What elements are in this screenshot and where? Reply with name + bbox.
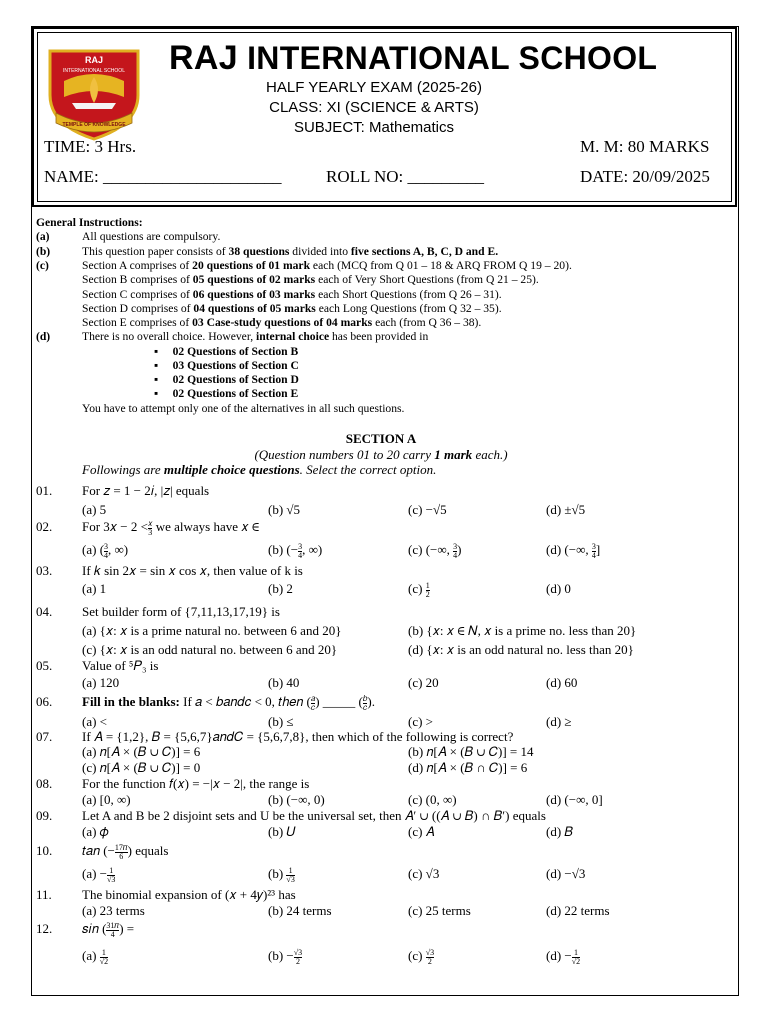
instruction-c4: Section D comprises of 04 questions of 05 marks each Long Questions (from Q 32 – 35). — [82, 302, 502, 315]
section-title: SECTION A — [345, 431, 417, 446]
max-marks-label: M. M: 80 MARKS — [580, 137, 710, 156]
question-number: 08. — [36, 776, 53, 791]
question-number: 12. — [36, 921, 53, 936]
option-b: (b) (− $\frac{3}{4}$ , ∞) — [268, 541, 323, 560]
question-text: 𝑠𝑖𝑛 ( $\frac{\text{31𝜋}}{4}$ ) = — [82, 920, 135, 939]
section-subtitle: (Question numbers 01 to 20 carry 1 mark each.) — [254, 447, 508, 462]
option-d: (d) 0 — [546, 581, 571, 596]
option-c: (c) 𝑛[𝐴 × (𝐵 ∪ 𝐶)] = 0 — [82, 760, 201, 775]
option-a: (a) 23 terms — [82, 903, 145, 918]
option-b: (b) 24 terms — [268, 903, 332, 918]
option-b: (b) √5 — [268, 502, 301, 517]
option-c: (c) 20 — [408, 675, 439, 690]
option-a: (a) < — [82, 714, 108, 729]
svg-text:RAJ: RAJ — [84, 55, 104, 65]
question-number: 07. — [36, 729, 53, 744]
option-c: (c) −√5 — [408, 502, 447, 517]
instruction-note: You have to attempt only one of the alternatives in all such questions. — [82, 402, 405, 415]
option-a: (a) 𝑛[𝐴 × (𝐵 ∪ 𝐶)] = 6 — [82, 744, 201, 759]
option-d: (d) 60 — [546, 675, 578, 690]
option-c: (c) 25 terms — [408, 903, 471, 918]
option-d: (d) 22 terms — [546, 903, 610, 918]
option-c: (c) √3 — [408, 866, 440, 881]
question-text: If 𝑘 sin 2𝑥 = sin 𝑥 cos 𝑥, then value of k is — [82, 563, 303, 578]
option-d: (d) (−∞, $\frac{3}{4}$ ] — [546, 541, 601, 560]
question-text: For 𝑧 = 1 − 2𝑖, |𝑧| equals — [82, 483, 210, 498]
svg-text:TEMPLE OF KNOWLEDGE: TEMPLE OF KNOWLEDGE — [62, 122, 126, 128]
name-field: NAME: _____________________ — [44, 167, 282, 186]
roll-field: ROLL NO: _________ — [326, 167, 485, 186]
option-b: (b) − $\frac{√3}{2}$ — [268, 947, 303, 966]
question-text: The binomial expansion of (𝑥 + 4𝑦)²³ has — [82, 887, 296, 902]
instruction-c5: Section E comprises of 03 Case-study questions of 04 marks each (from Q 36 – 38). — [82, 316, 482, 329]
question-number: 10. — [36, 843, 53, 858]
question-number: 05. — [36, 658, 53, 673]
option-a: (a) 120 — [82, 675, 120, 690]
exam-title: HALF YEARLY EXAM (2025-26) — [266, 79, 482, 96]
section-instruction: Followings are multiple choice questions. Select the correct option. — [82, 462, 437, 477]
time-label: TIME: 3 Hrs. — [44, 137, 137, 156]
question-text: Let A and B be 2 disjoint sets and U be the universal set, then 𝐴′ ∪ ((𝐴 ∪ 𝐵) ∩ 𝐵′) equals — [82, 808, 546, 823]
bullet-item: ▪ 02 Questions of Section E — [154, 387, 299, 400]
question-number: 03. — [36, 563, 53, 578]
option-d: (d) (−∞, 0] — [546, 792, 603, 807]
subject-title: SUBJECT: Mathematics — [293, 119, 455, 136]
option-b: (b) 𝑛[𝐴 × (𝐵 ∪ 𝐶)] = 14 — [408, 744, 534, 759]
instruction-b: This question paper consists of 38 questions divided into five sections A, B, C, D and E. — [82, 245, 499, 258]
option-c: (c) {𝑥: 𝑥 is an odd natural no. between 6 and 20} — [82, 642, 338, 657]
option-a: (a) 𝜙 — [82, 824, 109, 839]
question-number: 04. — [36, 604, 53, 619]
option-d: (d) ±√5 — [546, 502, 586, 517]
option-c: (c) (0, ∞) — [408, 792, 457, 807]
option-b: (b) ≤ — [268, 714, 294, 729]
option-d: (d) −√3 — [546, 866, 586, 881]
question-number: 02. — [36, 519, 53, 534]
option-a: (a) 5 — [82, 502, 107, 517]
date-label: DATE: 20/09/2025 — [580, 167, 710, 186]
class-title: CLASS: XI (SCIENCE & ARTS) — [269, 99, 479, 116]
instruction-a: All questions are compulsory. — [82, 230, 221, 243]
option-a: (a) [0, ∞) — [82, 792, 131, 807]
question-number: 09. — [36, 808, 53, 823]
option-a: (a) {𝑥: 𝑥 is a prime natural no. between 6 and 20} — [82, 623, 342, 638]
instructions-heading: General Instructions: — [36, 216, 143, 229]
instruction-c1: Section A comprises of 20 questions of 01 mark each (MCQ from Q 01 – 18 & ARQ FROM Q 19 – 20). — [82, 259, 572, 272]
instruction-c3: Section C comprises of 06 questions of 03 marks each Short Questions (from Q 26 – 31). — [82, 288, 502, 301]
question-number: 01. — [36, 483, 53, 498]
option-a: (a) $\frac{1}{√2}$ — [82, 947, 109, 966]
option-c: (c) $\frac{√3}{2}$ — [408, 947, 435, 966]
option-a: (a) 1 — [82, 581, 107, 596]
header-box — [32, 27, 737, 207]
bullet-item: ▪ 02 Questions of Section B — [154, 345, 299, 358]
option-a: (a) ( $\frac{3}{4}$ , ∞) — [82, 541, 129, 560]
question-text: If 𝐴 = {1,2}, 𝐵 = {5,6,7}𝑎𝑛𝑑𝐶 = {5,6,7,8}, then which of the following is correct? — [82, 729, 514, 744]
option-d: (d) − $\frac{1}{√2}$ — [546, 947, 581, 966]
option-d: (d) 𝑛[𝐴 × (𝐵 ∩ 𝐶)] = 6 — [408, 760, 528, 775]
option-c: (c) $\frac{1}{2}$ — [408, 580, 430, 599]
option-b: (b) 2 — [268, 581, 293, 596]
question-number: 11. — [36, 887, 52, 902]
school-name: RAJ INTERNATIONAL SCHOOL — [169, 39, 658, 77]
option-b: (b) 𝑈 — [268, 824, 296, 839]
school-logo-icon — [42, 37, 146, 141]
instruction-d: There is no overall choice. However, internal choice has been provided in — [82, 330, 429, 343]
bullet-item: ▪ 03 Questions of Section C — [154, 359, 299, 372]
option-d: (d) 𝐵 — [546, 824, 574, 839]
option-b: (b) $\frac{1}{√3}$ — [268, 865, 295, 884]
option-b: (b) (−∞, 0) — [268, 792, 325, 807]
bullet-item: ▪ 02 Questions of Section D — [154, 373, 299, 386]
option-b: (b) {𝑥: 𝑥 ∈ 𝑁, 𝑥 is a prime no. less than 20} — [408, 623, 637, 638]
option-d: (d) ≥ — [546, 714, 572, 729]
option-b: (b) 40 — [268, 675, 300, 690]
option-c: (c) (−∞, $\frac{3}{4}$ ) — [408, 541, 462, 560]
option-a: (a) − $\frac{1}{√3}$ — [82, 865, 116, 884]
option-c: (c) 𝐴 — [408, 824, 435, 839]
question-text: Fill in the blanks: If 𝑎 < 𝑏𝑎𝑛𝑑𝑐 < 0, 𝑡ℎ𝑒𝑛 ( $\frac{\text{𝑎}}{\text{𝑐}}$ ) _____ ( $\frac{\text{𝑏}}{\text{𝑐}}$ ). — [82, 693, 375, 712]
question-text: Set builder form of {7,11,13,17,19} is — [82, 604, 280, 619]
instruction-c2: Section B comprises of 05 questions of 02 marks each of Very Short Questions (from Q 21 – 25). — [82, 273, 539, 286]
question-text: For the function 𝑓(𝑥) = −|𝑥 − 2|, the range is — [82, 776, 310, 791]
option-d: (d) {𝑥: 𝑥 is an odd natural no. less than 20} — [408, 642, 634, 657]
option-c: (c) > — [408, 714, 434, 729]
question-number: 06. — [36, 694, 53, 709]
svg-text:INTERNATIONAL SCHOOL: INTERNATIONAL SCHOOL — [63, 68, 125, 74]
question-text: 𝑡𝑎𝑛 (− $\frac{\text{17𝜋}}{6}$ ) equals — [82, 842, 169, 861]
question-text: For 3𝑥 − 2 < $\frac{\text{𝑥}}{3}$ we always have 𝑥 ∈ — [82, 518, 260, 537]
question-text: Value of ⁵𝑃₃ is — [82, 658, 159, 673]
